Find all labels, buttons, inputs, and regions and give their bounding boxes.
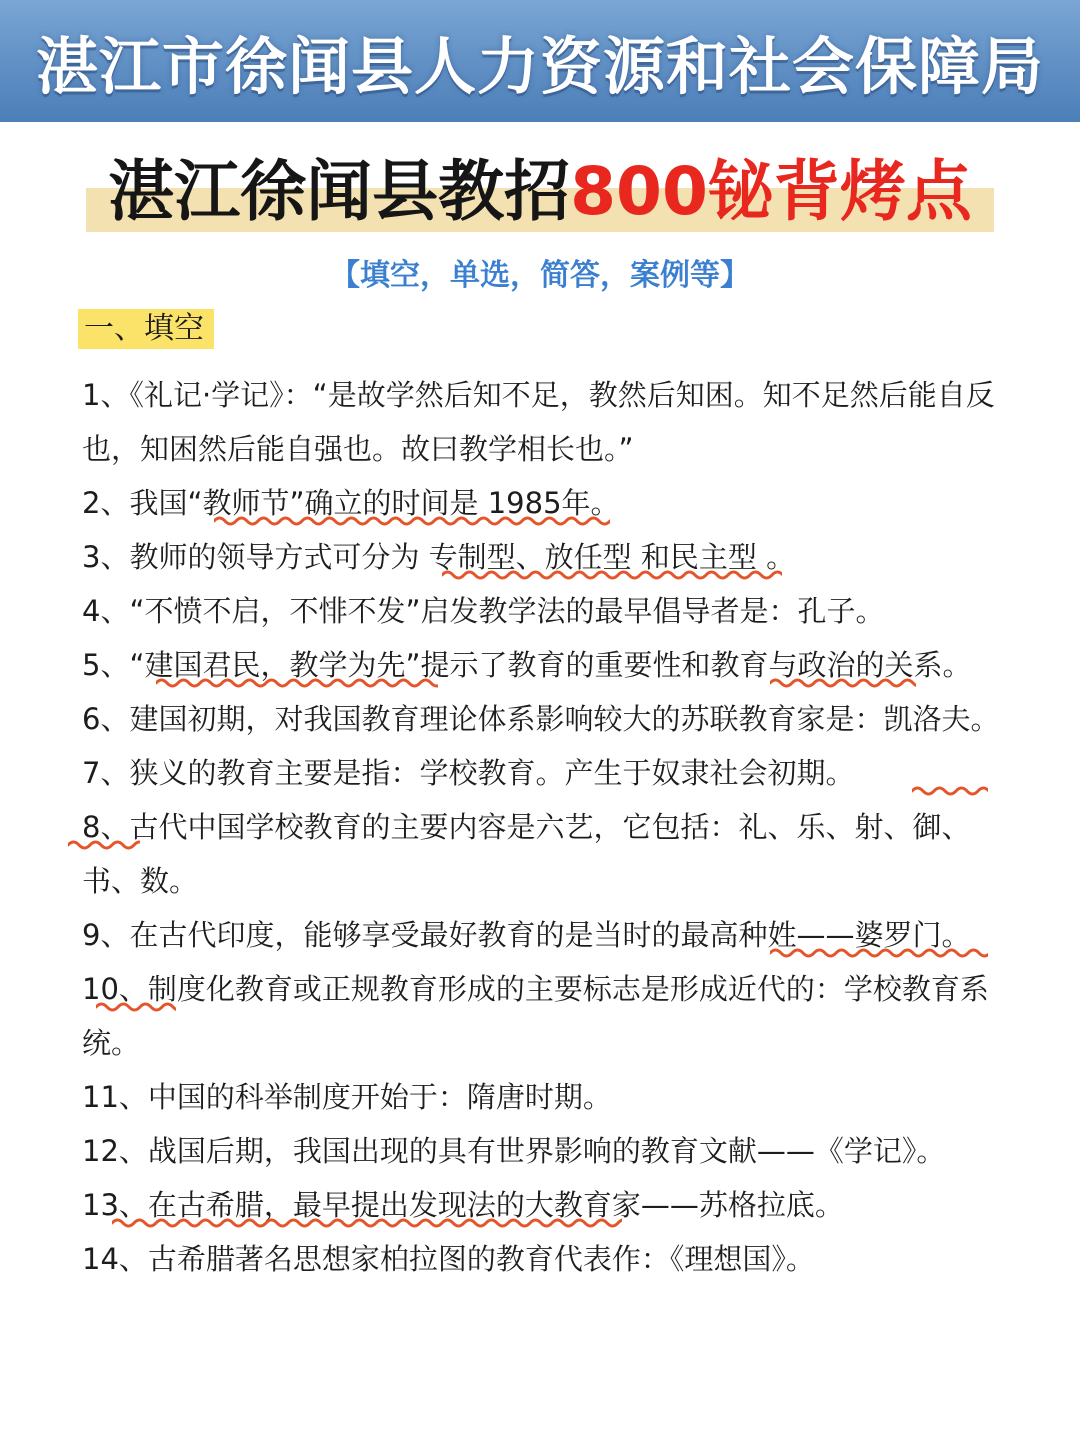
list-item: 8、古代中国学校教育的主要内容是六艺，它包括：礼、乐、射、御、书、数。 xyxy=(82,810,971,898)
list-item: 5、“建国君民，教学为先”提示了教育的重要性和教育与政治的关系。 xyxy=(82,648,972,682)
headline-black: 湛江徐闻县教招 xyxy=(108,153,571,230)
list-item: 1、《礼记·学记》：“是故学然后知不足，教然后知困。知不足然后能自反也，知困然后能自强也。故曰教学相长也。” xyxy=(82,378,995,466)
headline xyxy=(86,150,994,234)
list-item: 6、建国初期，对我国教育理论体系影响较大的苏联教育家是：凯洛夫。 xyxy=(82,702,1000,736)
list-item: 10、制度化教育或正规教育形成的主要标志是形成近代的：学校教育系统。 xyxy=(82,972,989,1060)
list-item: 2、我国“教师节”确立的时间是 1985年。 xyxy=(82,486,620,520)
list-item: 11、中国的科举制度开始于：隋唐时期。 xyxy=(82,1080,612,1114)
section-label: 一、填空 xyxy=(78,309,214,349)
list-item: 9、在古代印度，能够享受最好教育的是当时的最高种姓——婆罗门。 xyxy=(82,918,971,952)
list-item: 14、古希腊著名思想家柏拉图的教育代表作：《理想国》。 xyxy=(82,1242,815,1276)
list-item: 4、“不愤不启，不悱不发”启发教学法的最早倡导者是：孔子。 xyxy=(82,594,885,628)
list-item: 13、在古希腊，最早提出发现法的大教育家——苏格拉底。 xyxy=(82,1188,844,1222)
list-item: 3、教师的领导方式可分为 专制型、放任型 和民主型 。 xyxy=(82,540,796,574)
banner-title: 湛江市徐闻县人力资源和社会保障局 xyxy=(35,29,1044,103)
fill-blank-list xyxy=(82,368,1012,1286)
headline-red: 800铋背烤点 xyxy=(570,153,972,230)
top-banner xyxy=(0,0,1080,122)
list-item: 7、狭义的教育主要是指：学校教育。产生于奴隶社会初期。 xyxy=(82,756,855,790)
list-item: 12、战国后期，我国出现的具有世界影响的教育文献——《学记》。 xyxy=(82,1134,946,1168)
subtitle: 【填空，单选，简答，案例等】 xyxy=(330,258,750,293)
